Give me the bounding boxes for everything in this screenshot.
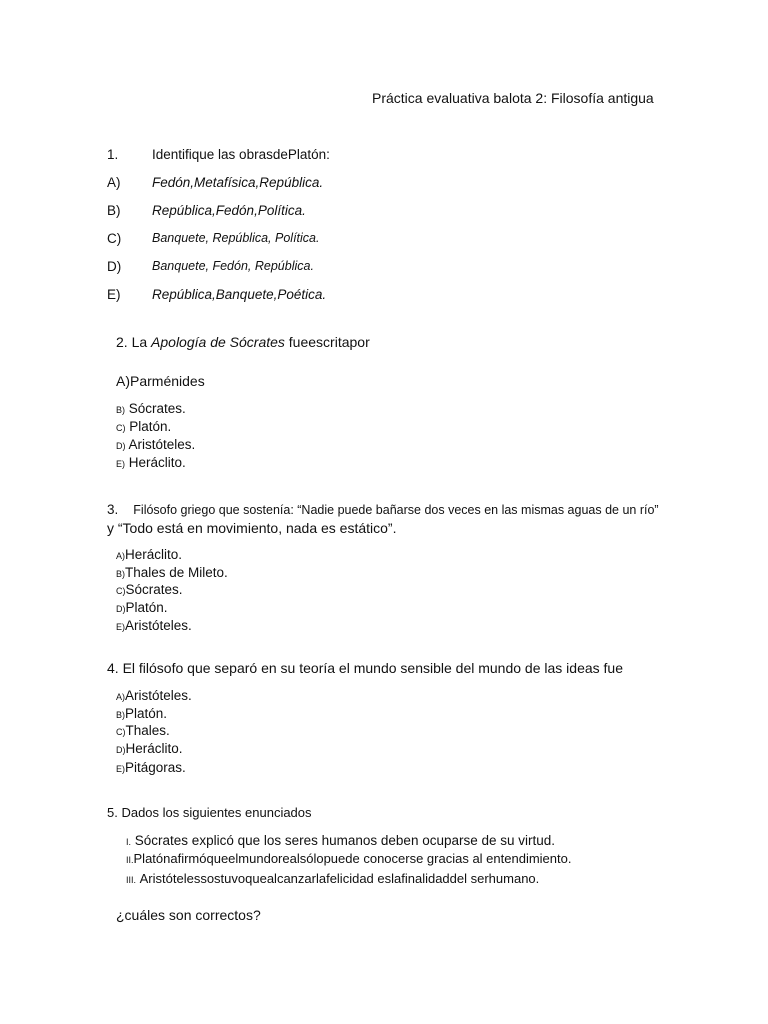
q4-option-a-text: Aristóteles.: [125, 688, 192, 703]
q2-option-a: A)Parménides: [116, 373, 205, 389]
q4-option-c-text: Thales.: [125, 723, 170, 738]
q4-option-a: [116, 688, 192, 703]
q2-option-c-letter: C): [116, 423, 126, 433]
q4-option-a-letter: A): [116, 692, 125, 702]
q1-option-c-text: Banquete, República, Política.: [152, 231, 320, 245]
q2-option-b: [116, 401, 186, 416]
q5-statement-1: [126, 833, 555, 848]
q4-option-e: [116, 760, 186, 775]
q1-option-c-letter: C): [107, 231, 122, 246]
q5-statement-1-numeral: I.: [126, 837, 132, 847]
q2-prefix: 2. La: [116, 334, 152, 350]
q2-suffix: fueescritapor: [284, 334, 370, 350]
q5-statement-2-text: Platónafirmóqueelmundorealsólopuede conocerse gracias al entendimiento.: [133, 851, 572, 866]
q2-option-b-letter: B): [116, 405, 125, 415]
q2-option-d: [116, 437, 195, 452]
q3-option-d: [116, 600, 168, 615]
q2-option-e-letter: E): [116, 459, 125, 469]
q3-option-e-letter: E): [116, 622, 125, 632]
q2-italic-title: Apología de Sócrates: [151, 334, 285, 350]
q5-statement-1-text: Sócrates explicó que los seres humanos deben ocuparse de su virtud.: [134, 833, 556, 848]
q3-option-a-text: Heráclito.: [125, 547, 183, 562]
q2-option-d-letter: D): [116, 441, 126, 451]
q3-option-b-text: Thales de Mileto.: [125, 565, 228, 580]
q3-line-1: [107, 502, 659, 517]
q1-option-a-letter: A): [107, 175, 121, 190]
q1-option-b-text: República,Fedón,Política.: [152, 203, 306, 218]
q5-statement-3: [126, 871, 539, 886]
q3-option-a-letter: A): [116, 551, 125, 561]
q5-closing-question: ¿cuáles son correctos?: [116, 907, 261, 923]
q1-option-d-text: Banquete, Fedón, República.: [152, 259, 314, 273]
q2-text: [116, 334, 370, 350]
q3-line-2: y “Todo está en movimiento, nada es estático”.: [107, 520, 397, 536]
q4-option-e-letter: E): [116, 764, 125, 774]
q2-option-c-text: Platón.: [129, 419, 172, 434]
q1-option-a-text: Fedón,Metafísica,República.: [152, 175, 324, 190]
q4-option-e-text: Pitágoras.: [125, 760, 186, 775]
q4-option-b-letter: B): [116, 710, 125, 720]
page-title: Práctica evaluativa balota 2: Filosofía antigua: [372, 90, 654, 106]
q4-option-b: [116, 706, 167, 721]
q5-text: 5. Dados los siguientes enunciados: [107, 805, 312, 820]
q3-option-c-text: Sócrates.: [125, 582, 183, 597]
q1-number: 1.: [107, 147, 119, 162]
q1-option-e-text: República,Banquete,Poética.: [152, 287, 327, 302]
q3-option-e-text: Aristóteles.: [125, 618, 192, 633]
q3-option-b-letter: B): [116, 569, 125, 579]
q2-option-b-text: Sócrates.: [128, 401, 186, 416]
q4-option-d-text: Heráclito.: [125, 741, 183, 756]
q1-text: Identifique las obrasdePlatón:: [152, 147, 330, 162]
q3-text: Filósofo griego que sostenía: “Nadie puede bañarse dos veces en las mismas aguas de un río”: [133, 503, 659, 517]
q2-option-e-text: Heráclito.: [128, 455, 186, 470]
q3-option-d-text: Platón.: [125, 600, 168, 615]
q2-option-c: [116, 419, 171, 434]
q1-option-b-letter: B): [107, 203, 121, 218]
q4-option-d: [116, 741, 183, 756]
q3-option-d-letter: D): [116, 604, 126, 614]
q5-statement-2-numeral: II.: [126, 855, 134, 865]
q4-option-b-text: Platón.: [125, 706, 168, 721]
q3-option-b: [116, 565, 228, 580]
q5-statement-2: [126, 851, 571, 866]
q1-option-d-letter: D): [107, 259, 122, 274]
q4-option-d-letter: D): [116, 745, 126, 755]
q2-option-e: [116, 455, 186, 470]
q4-option-c: [116, 723, 170, 738]
q3-option-a: [116, 547, 182, 562]
q3-number: 3.: [107, 502, 119, 517]
q3-option-e: [116, 618, 192, 633]
q5-statement-3-text: Aristótelessostuvoquealcanzarlafelicidad eslafinalidaddel serhumano.: [139, 871, 540, 886]
q3-option-c-letter: C): [116, 586, 126, 596]
q5-statement-3-numeral: III.: [126, 875, 137, 885]
q4-option-c-letter: C): [116, 727, 126, 737]
q3-option-c: [116, 582, 183, 597]
q4-text: 4. El filósofo que separó en su teoría el mundo sensible del mundo de las ideas fue: [107, 660, 623, 676]
q1-option-e-letter: E): [107, 287, 121, 302]
q2-option-d-text: Aristóteles.: [128, 437, 196, 452]
